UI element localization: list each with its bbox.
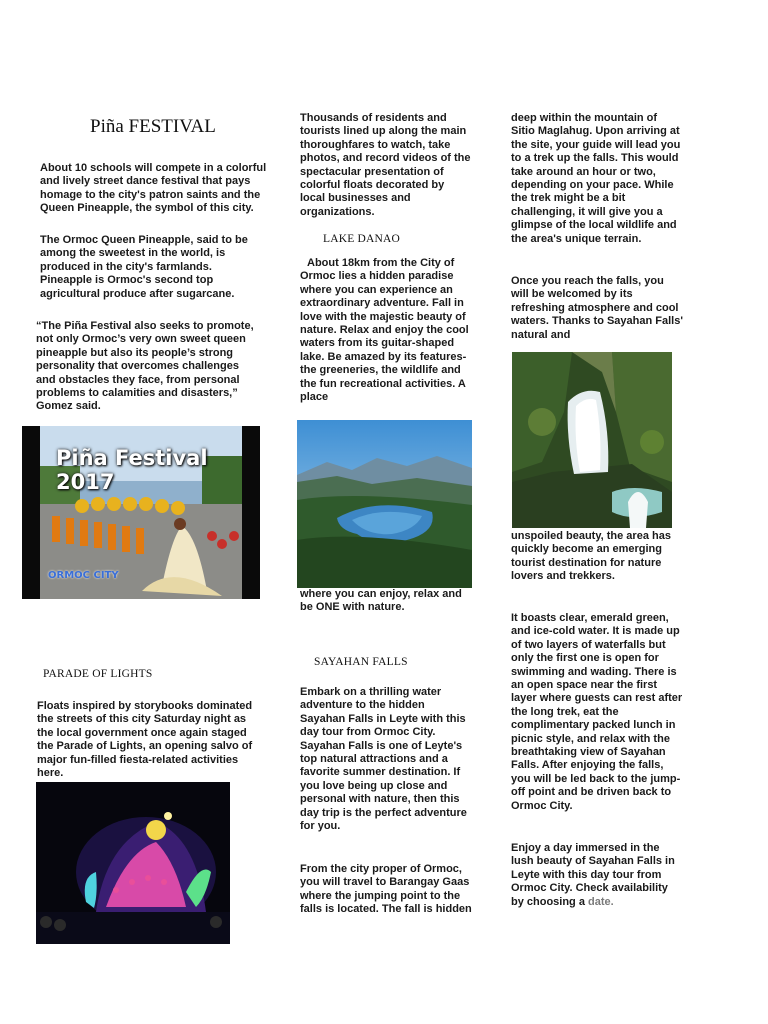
sayahan-paragraph-7 xyxy=(511,842,683,909)
sayahan-paragraph-1: Embark on a thrilling water adventure to the hidden Sayahan Falls in Leyte with this day tour from Ormoc City. Sayahan Falls is one of Leyte's top natural attractions and a favorite summer destination. If you love being up close and personal with nature, then this day trip is the perfect adventure for you. xyxy=(300,686,467,833)
parade-photo xyxy=(36,782,230,944)
sayahan-paragraph-6: It boasts clear, emerald green, and ice-cold water. It is made up of two layers of waterfalls but only the first one is open for swimming and wading. There is an open space near the first layer where guests can rest after the long trek, eat the complimentary packed lunch in picnic style, and relax with the breathtaking view of Sayahan Falls. After enjoying the falls, you will be led back to the jump-off point and be driven back to Ormoc City. xyxy=(511,612,683,812)
festival-photo xyxy=(22,426,260,599)
lake-danao-paragraph-1: About 18km from the City of Ormoc lies a hidden paradise where you can experience an extraordinary adventure. Fall in love with the majestic beauty of nature. Relax and enjoy the cool waters from its guitar-shaped lake. Be amazed by its features- the greeneries, the wildlife and the fun recreational activities. A place xyxy=(300,257,469,404)
festival-photo-title: Piña Festival 2017 xyxy=(56,446,208,494)
parade-crowd-paragraph: Thousands of residents and tourists lined up along the main thoroughfares to watch, take photos, and record videos of the spectacular presentation of colorful floats decorated by local businesses and organizations. xyxy=(300,112,471,218)
sayahan-paragraph-4: Once you reach the falls, you will be welcomed by its refreshing atmosphere and cool waters. Thanks to Sayahan Falls' natural and xyxy=(511,275,683,341)
festival-paragraph-1: About 10 schools will compete in a colorful and lively street dance festival that pays homage to the city's patron saints and the Queen Pineapple, the symbol of this city. xyxy=(40,162,267,215)
festival-paragraph-2: The Ormoc Queen Pineapple, said to be among the sweetest in the world, is produced in the city's farmlands. Pineapple is Ormoc's second top agricultural produce after sugarcane. xyxy=(40,234,248,300)
lake-danao-heading: LAKE DANAO xyxy=(323,233,401,245)
sayahan-paragraph-3: deep within the mountain of Sitio Maglahug. Upon arriving at the site, your guide will lead you to a trek up the falls. This would take around an hour or two, depending on your pace. While the trek might be a bit challenging, it will give you a glimpse of the local wildlife and the area's unique terrain. xyxy=(511,112,681,245)
date-link[interactable]: date. xyxy=(588,895,614,908)
parade-heading: PARADE OF LIGHTS xyxy=(43,668,153,680)
sayahan-falls-heading: SAYAHAN FALLS xyxy=(314,656,408,668)
page-title: Piña FESTIVAL xyxy=(90,116,216,137)
festival-photo-caption: ORMOC CITY xyxy=(48,570,119,581)
sayahan-falls-photo xyxy=(512,352,672,528)
sayahan-paragraph-7-text: Enjoy a day immersed in the lush beauty of Sayahan Falls in Leyte with this day tour from Ormoc City. Check availability by choosing a xyxy=(511,842,675,908)
lake-danao-photo xyxy=(297,420,472,588)
sayahan-paragraph-5: unspoiled beauty, the area has quickly become an emerging tourist destination for nature lovers and trekkers. xyxy=(511,530,671,583)
parade-paragraph: Floats inspired by storybooks dominated the streets of this city Saturday night as the local government once again staged the Parade of Lights, an opening salvo of major fun-filled fiesta-related activities here. xyxy=(37,700,253,780)
festival-quote: “The Piña Festival also seeks to promote, not only Ormoc’s very own sweet queen pineapple but also its people’s strong personality that overcomes challenges and obstacles they face, from personal problems to calamities and disasters,” Gomez said. xyxy=(36,320,254,413)
sayahan-paragraph-2: From the city proper of Ormoc, you will travel to Barangay Gaas where the jumping point to the falls is located. The fall is hidden xyxy=(300,863,472,916)
lake-danao-paragraph-2: where you can enjoy, relax and be ONE with nature. xyxy=(300,588,462,614)
